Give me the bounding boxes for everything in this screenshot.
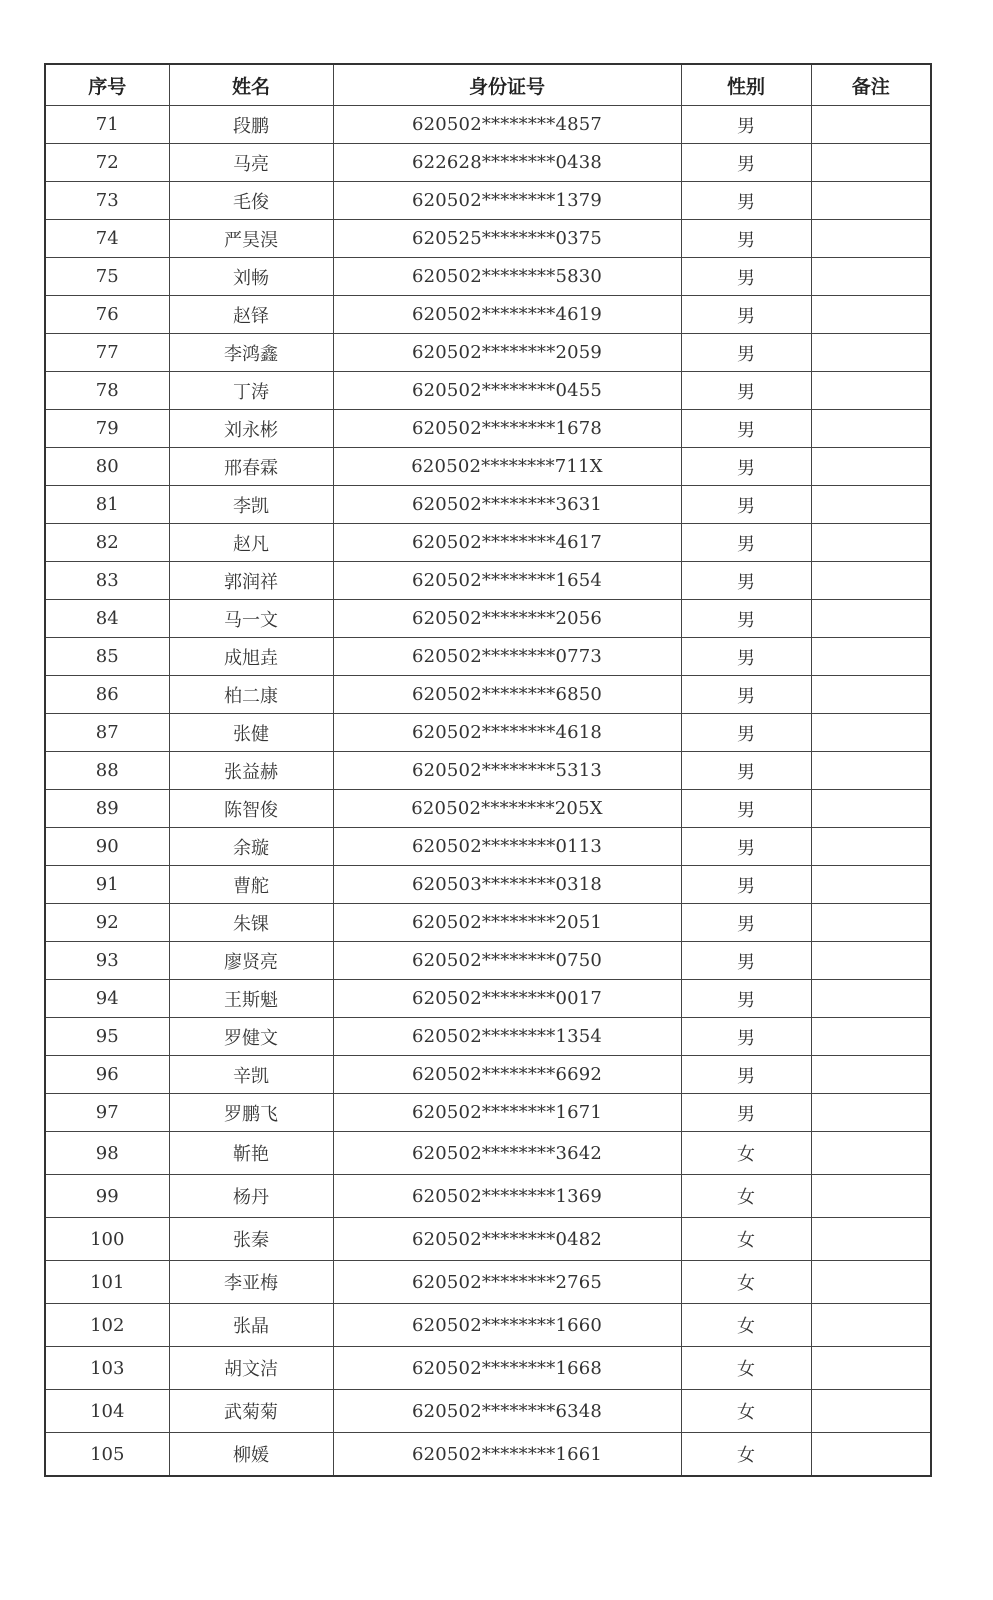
cell-id-number: 620502********0455 [333, 372, 681, 410]
header-remarks: 备注 [811, 64, 931, 106]
table-row [45, 334, 931, 372]
cell-name: 李亚梅 [169, 1261, 333, 1304]
cell-id-number: 620502********1369 [333, 1175, 681, 1218]
cell-gender: 男 [681, 600, 811, 638]
cell-name: 严昊淏 [169, 220, 333, 258]
cell-gender: 男 [681, 410, 811, 448]
cell-serial-no: 85 [45, 638, 169, 676]
cell-serial-no: 74 [45, 220, 169, 258]
cell-id-number: 620502********0773 [333, 638, 681, 676]
cell-serial-no: 96 [45, 1056, 169, 1094]
cell-name: 陈智俊 [169, 790, 333, 828]
table-row [45, 1390, 931, 1433]
cell-name: 赵凡 [169, 524, 333, 562]
cell-id-number: 620502********0482 [333, 1218, 681, 1261]
cell-gender: 男 [681, 296, 811, 334]
cell-id-number: 620502********205X [333, 790, 681, 828]
cell-id-number: 620502********2056 [333, 600, 681, 638]
cell-gender: 男 [681, 980, 811, 1018]
cell-remarks [811, 1218, 931, 1261]
cell-remarks [811, 942, 931, 980]
table-row [45, 638, 931, 676]
cell-serial-no: 90 [45, 828, 169, 866]
cell-id-number: 620502********1660 [333, 1304, 681, 1347]
cell-name: 张秦 [169, 1218, 333, 1261]
cell-remarks [811, 1056, 931, 1094]
cell-remarks [811, 562, 931, 600]
table-row [45, 1433, 931, 1477]
cell-name: 丁涛 [169, 372, 333, 410]
table-row [45, 942, 931, 980]
cell-gender: 女 [681, 1433, 811, 1477]
table-row [45, 296, 931, 334]
table-row [45, 1304, 931, 1347]
cell-serial-no: 88 [45, 752, 169, 790]
cell-serial-no: 92 [45, 904, 169, 942]
cell-gender: 男 [681, 372, 811, 410]
cell-remarks [811, 106, 931, 144]
table-row [45, 1056, 931, 1094]
cell-gender: 男 [681, 1094, 811, 1132]
cell-name: 辛凯 [169, 1056, 333, 1094]
table-row [45, 448, 931, 486]
cell-gender: 男 [681, 220, 811, 258]
cell-serial-no: 99 [45, 1175, 169, 1218]
cell-serial-no: 95 [45, 1018, 169, 1056]
cell-gender: 女 [681, 1390, 811, 1433]
header-id-number: 身份证号 [333, 64, 681, 106]
cell-id-number: 620502********1678 [333, 410, 681, 448]
cell-name: 张健 [169, 714, 333, 752]
cell-remarks [811, 1175, 931, 1218]
cell-remarks [811, 1261, 931, 1304]
table-row [45, 486, 931, 524]
cell-serial-no: 93 [45, 942, 169, 980]
cell-gender: 男 [681, 144, 811, 182]
cell-id-number: 620502********1661 [333, 1433, 681, 1477]
cell-gender: 女 [681, 1261, 811, 1304]
cell-gender: 男 [681, 904, 811, 942]
table-row [45, 144, 931, 182]
cell-id-number: 620503********0318 [333, 866, 681, 904]
cell-remarks [811, 1304, 931, 1347]
cell-gender: 男 [681, 942, 811, 980]
cell-remarks [811, 790, 931, 828]
table-row [45, 600, 931, 638]
cell-remarks [811, 1018, 931, 1056]
table-row [45, 866, 931, 904]
cell-serial-no: 101 [45, 1261, 169, 1304]
cell-gender: 男 [681, 752, 811, 790]
cell-id-number: 620502********4857 [333, 106, 681, 144]
cell-id-number: 622628********0438 [333, 144, 681, 182]
cell-id-number: 620502********5313 [333, 752, 681, 790]
cell-serial-no: 87 [45, 714, 169, 752]
cell-name: 罗健文 [169, 1018, 333, 1056]
cell-gender: 男 [681, 676, 811, 714]
cell-id-number: 620502********6348 [333, 1390, 681, 1433]
cell-id-number: 620502********1671 [333, 1094, 681, 1132]
cell-gender: 女 [681, 1132, 811, 1175]
header-row [45, 64, 931, 106]
cell-remarks [811, 1132, 931, 1175]
cell-name: 靳艳 [169, 1132, 333, 1175]
cell-serial-no: 76 [45, 296, 169, 334]
table-row [45, 106, 931, 144]
cell-id-number: 620502********4619 [333, 296, 681, 334]
cell-remarks [811, 866, 931, 904]
cell-serial-no: 72 [45, 144, 169, 182]
cell-id-number: 620502********3631 [333, 486, 681, 524]
cell-name: 成旭垚 [169, 638, 333, 676]
table-body [45, 106, 931, 1477]
cell-id-number: 620502********4617 [333, 524, 681, 562]
cell-name: 张晶 [169, 1304, 333, 1347]
cell-gender: 男 [681, 638, 811, 676]
cell-name: 柏二康 [169, 676, 333, 714]
cell-id-number: 620502********0750 [333, 942, 681, 980]
cell-name: 杨丹 [169, 1175, 333, 1218]
cell-gender: 男 [681, 448, 811, 486]
cell-serial-no: 83 [45, 562, 169, 600]
cell-name: 曹舵 [169, 866, 333, 904]
cell-remarks [811, 980, 931, 1018]
table-row [45, 1094, 931, 1132]
cell-id-number: 620525********0375 [333, 220, 681, 258]
cell-gender: 男 [681, 866, 811, 904]
cell-gender: 男 [681, 106, 811, 144]
cell-name: 李凯 [169, 486, 333, 524]
cell-serial-no: 105 [45, 1433, 169, 1477]
cell-name: 胡文洁 [169, 1347, 333, 1390]
cell-gender: 男 [681, 524, 811, 562]
table-row [45, 220, 931, 258]
cell-id-number: 620502********6850 [333, 676, 681, 714]
cell-name: 段鹏 [169, 106, 333, 144]
cell-gender: 男 [681, 714, 811, 752]
cell-gender: 女 [681, 1347, 811, 1390]
cell-remarks [811, 752, 931, 790]
cell-remarks [811, 144, 931, 182]
cell-name: 刘畅 [169, 258, 333, 296]
cell-remarks [811, 486, 931, 524]
cell-remarks [811, 182, 931, 220]
cell-name: 朱锞 [169, 904, 333, 942]
cell-remarks [811, 1347, 931, 1390]
cell-serial-no: 78 [45, 372, 169, 410]
cell-serial-no: 102 [45, 1304, 169, 1347]
cell-name: 赵铎 [169, 296, 333, 334]
cell-remarks [811, 220, 931, 258]
cell-serial-no: 103 [45, 1347, 169, 1390]
cell-serial-no: 104 [45, 1390, 169, 1433]
table-row [45, 372, 931, 410]
cell-remarks [811, 1094, 931, 1132]
cell-serial-no: 71 [45, 106, 169, 144]
table-row [45, 828, 931, 866]
cell-serial-no: 73 [45, 182, 169, 220]
cell-id-number: 620502********1654 [333, 562, 681, 600]
cell-serial-no: 75 [45, 258, 169, 296]
table-header [45, 64, 931, 106]
cell-remarks [811, 676, 931, 714]
cell-remarks [811, 372, 931, 410]
cell-id-number: 620502********4618 [333, 714, 681, 752]
cell-gender: 女 [681, 1304, 811, 1347]
cell-gender: 男 [681, 562, 811, 600]
table-row [45, 1018, 931, 1056]
cell-id-number: 620502********2051 [333, 904, 681, 942]
cell-name: 邢春霖 [169, 448, 333, 486]
roster-table [44, 63, 932, 1477]
cell-id-number: 620502********0017 [333, 980, 681, 1018]
table-row [45, 790, 931, 828]
table-row [45, 904, 931, 942]
cell-id-number: 620502********6692 [333, 1056, 681, 1094]
cell-name: 张益赫 [169, 752, 333, 790]
table-row [45, 182, 931, 220]
cell-remarks [811, 296, 931, 334]
cell-gender: 男 [681, 258, 811, 296]
cell-gender: 女 [681, 1175, 811, 1218]
cell-remarks [811, 638, 931, 676]
cell-serial-no: 100 [45, 1218, 169, 1261]
table-row [45, 714, 931, 752]
cell-id-number: 620502********3642 [333, 1132, 681, 1175]
table-row [45, 524, 931, 562]
cell-remarks [811, 1433, 931, 1477]
cell-name: 马一文 [169, 600, 333, 638]
table-row [45, 258, 931, 296]
cell-serial-no: 80 [45, 448, 169, 486]
cell-remarks [811, 714, 931, 752]
cell-gender: 男 [681, 182, 811, 220]
cell-name: 罗鹏飞 [169, 1094, 333, 1132]
cell-serial-no: 89 [45, 790, 169, 828]
cell-id-number: 620502********1379 [333, 182, 681, 220]
header-gender: 性别 [681, 64, 811, 106]
cell-remarks [811, 258, 931, 296]
header-serial-no: 序号 [45, 64, 169, 106]
cell-name: 武菊菊 [169, 1390, 333, 1433]
cell-name: 郭润祥 [169, 562, 333, 600]
cell-name: 李鸿鑫 [169, 334, 333, 372]
cell-serial-no: 77 [45, 334, 169, 372]
cell-id-number: 620502********2059 [333, 334, 681, 372]
cell-name: 刘永彬 [169, 410, 333, 448]
cell-remarks [811, 334, 931, 372]
cell-remarks [811, 410, 931, 448]
cell-name: 余璇 [169, 828, 333, 866]
table-row [45, 752, 931, 790]
cell-gender: 男 [681, 334, 811, 372]
cell-serial-no: 91 [45, 866, 169, 904]
cell-name: 马亮 [169, 144, 333, 182]
table-row [45, 1261, 931, 1304]
cell-serial-no: 82 [45, 524, 169, 562]
cell-serial-no: 79 [45, 410, 169, 448]
cell-id-number: 620502********1354 [333, 1018, 681, 1056]
cell-id-number: 620502********1668 [333, 1347, 681, 1390]
cell-id-number: 620502********711X [333, 448, 681, 486]
cell-serial-no: 94 [45, 980, 169, 1018]
cell-gender: 男 [681, 828, 811, 866]
cell-name: 王斯魁 [169, 980, 333, 1018]
cell-id-number: 620502********2765 [333, 1261, 681, 1304]
table-row [45, 1175, 931, 1218]
cell-remarks [811, 828, 931, 866]
cell-remarks [811, 904, 931, 942]
cell-serial-no: 81 [45, 486, 169, 524]
table-row [45, 980, 931, 1018]
cell-serial-no: 84 [45, 600, 169, 638]
table-row [45, 1347, 931, 1390]
cell-remarks [811, 524, 931, 562]
cell-gender: 男 [681, 790, 811, 828]
header-name: 姓名 [169, 64, 333, 106]
cell-remarks [811, 600, 931, 638]
cell-serial-no: 86 [45, 676, 169, 714]
cell-remarks [811, 1390, 931, 1433]
cell-gender: 女 [681, 1218, 811, 1261]
cell-name: 柳媛 [169, 1433, 333, 1477]
cell-id-number: 620502********0113 [333, 828, 681, 866]
cell-serial-no: 98 [45, 1132, 169, 1175]
cell-name: 廖贤亮 [169, 942, 333, 980]
cell-remarks [811, 448, 931, 486]
cell-serial-no: 97 [45, 1094, 169, 1132]
table-row [45, 1132, 931, 1175]
cell-gender: 男 [681, 486, 811, 524]
cell-name: 毛俊 [169, 182, 333, 220]
cell-id-number: 620502********5830 [333, 258, 681, 296]
cell-gender: 男 [681, 1056, 811, 1094]
table-row [45, 676, 931, 714]
table-row [45, 562, 931, 600]
table-row [45, 1218, 931, 1261]
table-row [45, 410, 931, 448]
cell-gender: 男 [681, 1018, 811, 1056]
